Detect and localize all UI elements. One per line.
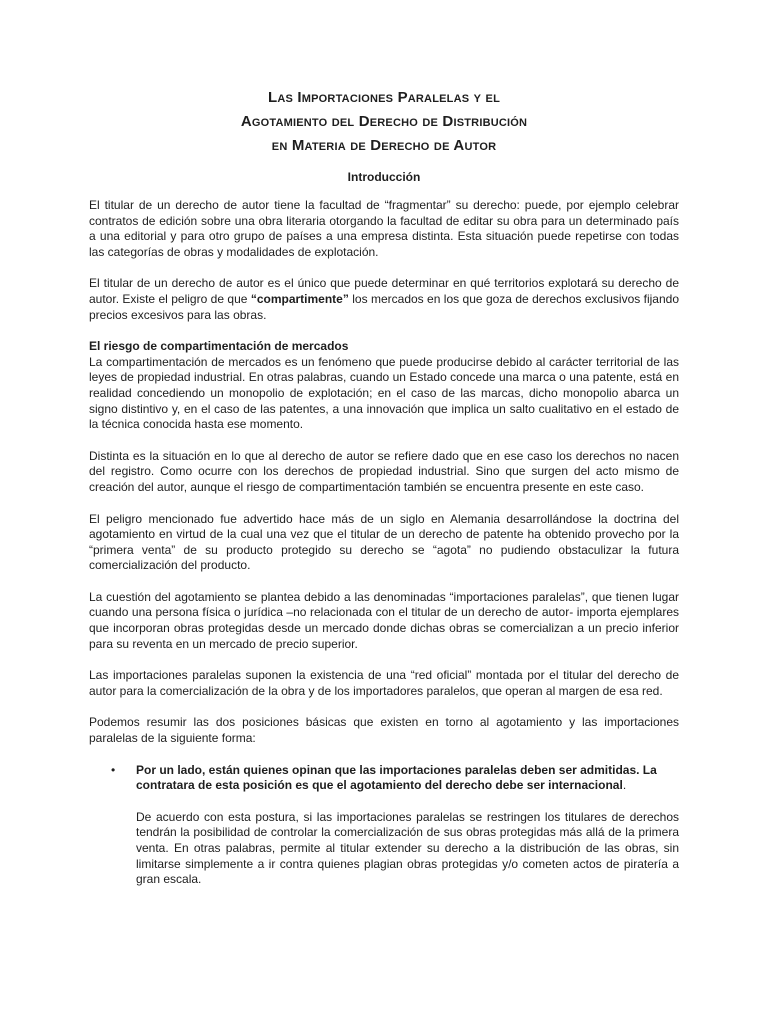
paragraph-6: La cuestión del agotamiento se plantea debido a las denominadas “importaciones paralelas”, que tienen lugar cuando una persona física o jurídica –no relacionada con el titular de un derecho de autor- importa ejemplares que incorporan obras protegidas desde un mercado donde dichas obras se comercializan a un precio inferior para su reventa en un mercado de precio superior. xyxy=(89,589,679,651)
paragraph-2-end: los mercados en los que goza de derechos exclusivos fijando precios excesivos para las obras. xyxy=(89,291,679,322)
bullet-item-1-text: Por un lado, están quienes opinan que las importaciones paralelas deben ser admitidas. La contratara de esta posición es que el agotamiento del derecho debe ser internacional xyxy=(136,762,657,793)
paragraph-3: La compartimentación de mercados es un fenómeno que puede producirse debido al carácter territorial de las leyes de propiedad industrial. En otras palabras, cuando un Estado concede una marca o una patente, está en realidad concediendo un monopolio de explotación; en el caso de las marcas, dicho monopolio abarca un signo distintivo y, en el caso de las patentes, a una innovación que implica un salto cualitativo en el estado de la técnica conocida hasta ese momento. xyxy=(89,354,679,432)
paragraph-2-start: El titular de un derecho de autor es el único que puede determinar en qué territorios explotará su derecho de autor. Existe el peligro de que xyxy=(89,276,679,306)
paragraph-4: Distinta es la situación en lo que al derecho de autor se refiere dado que en ese caso los derechos no nacen del registro. Como ocurre con los derechos de propiedad industrial. Sino que surgen del acto mismo de creación del autor, aunque el riesgo de compartimentación también se encuentra presente en este caso. xyxy=(89,448,679,494)
title-line-2: Agotamiento del Derecho de Distribución xyxy=(240,113,528,130)
document-title xyxy=(89,86,679,158)
title-line-3: en Materia de Derecho de Autor xyxy=(271,137,497,154)
paragraph-7: Las importaciones paralelas suponen la existencia de una “red oficial” montada por el titular del derecho de autor para la comercialización de la obra y de los importadores paralelos, que operan al margen de esa red. xyxy=(89,668,679,698)
bullet-list xyxy=(89,763,679,794)
bullet-item-1 xyxy=(89,763,679,794)
paragraph-8: Podemos resumir las dos posiciones básicas que existen en torno al agotamiento y las importaciones paralelas de la siguiente forma: xyxy=(89,715,679,746)
bullet-symbol: • xyxy=(111,762,116,777)
paragraph-5: El peligro mencionado fue advertido hace más de un siglo en Alemania desarrollándose la doctrina del agotamiento en virtud de la cual una vez que el titular de un derecho de patente ha obtenido provecho por la “primera venta” de su producto protegido su derecho se “agota” no pudiendo obstaculizar la futura comercialización del producto. xyxy=(89,511,679,573)
paragraph-9: De acuerdo con esta postura, si las importaciones paralelas se restringen los titulares de derechos tendrán la posibilidad de controlar la comercialización de sus obras protegidas más allá de la primera venta. En otras palabras, permite al titular extender su derecho a la distribución de las obras, sin limitarse simplemente a ir contra quienes plagian obras protegidas y/o cometen actos de piratería a gran escala. xyxy=(136,809,679,887)
section-heading: El riesgo de compartimentación de mercados xyxy=(89,339,349,354)
paragraph-2 xyxy=(89,276,679,323)
paragraph-2-bold: “compartimente” xyxy=(250,291,349,306)
title-line-1: Las Importaciones Paralelas y el xyxy=(268,89,500,106)
bullet-item-1-end: . xyxy=(622,778,627,793)
paragraph-1: El titular de un derecho de autor tiene la facultad de “fragmentar” su derecho: puede, por ejemplo celebrar contratos de edición sobre una obra literaria otorgando la facultad de editar su obra para un determinado país a una editorial y para otro grupo de países a una empresa distinta. Esta situación puede repetirse con todas las categorías de obras y modalidades de explotación. xyxy=(89,198,679,259)
document-page xyxy=(89,86,679,904)
intro-heading: Introducción xyxy=(347,170,421,184)
